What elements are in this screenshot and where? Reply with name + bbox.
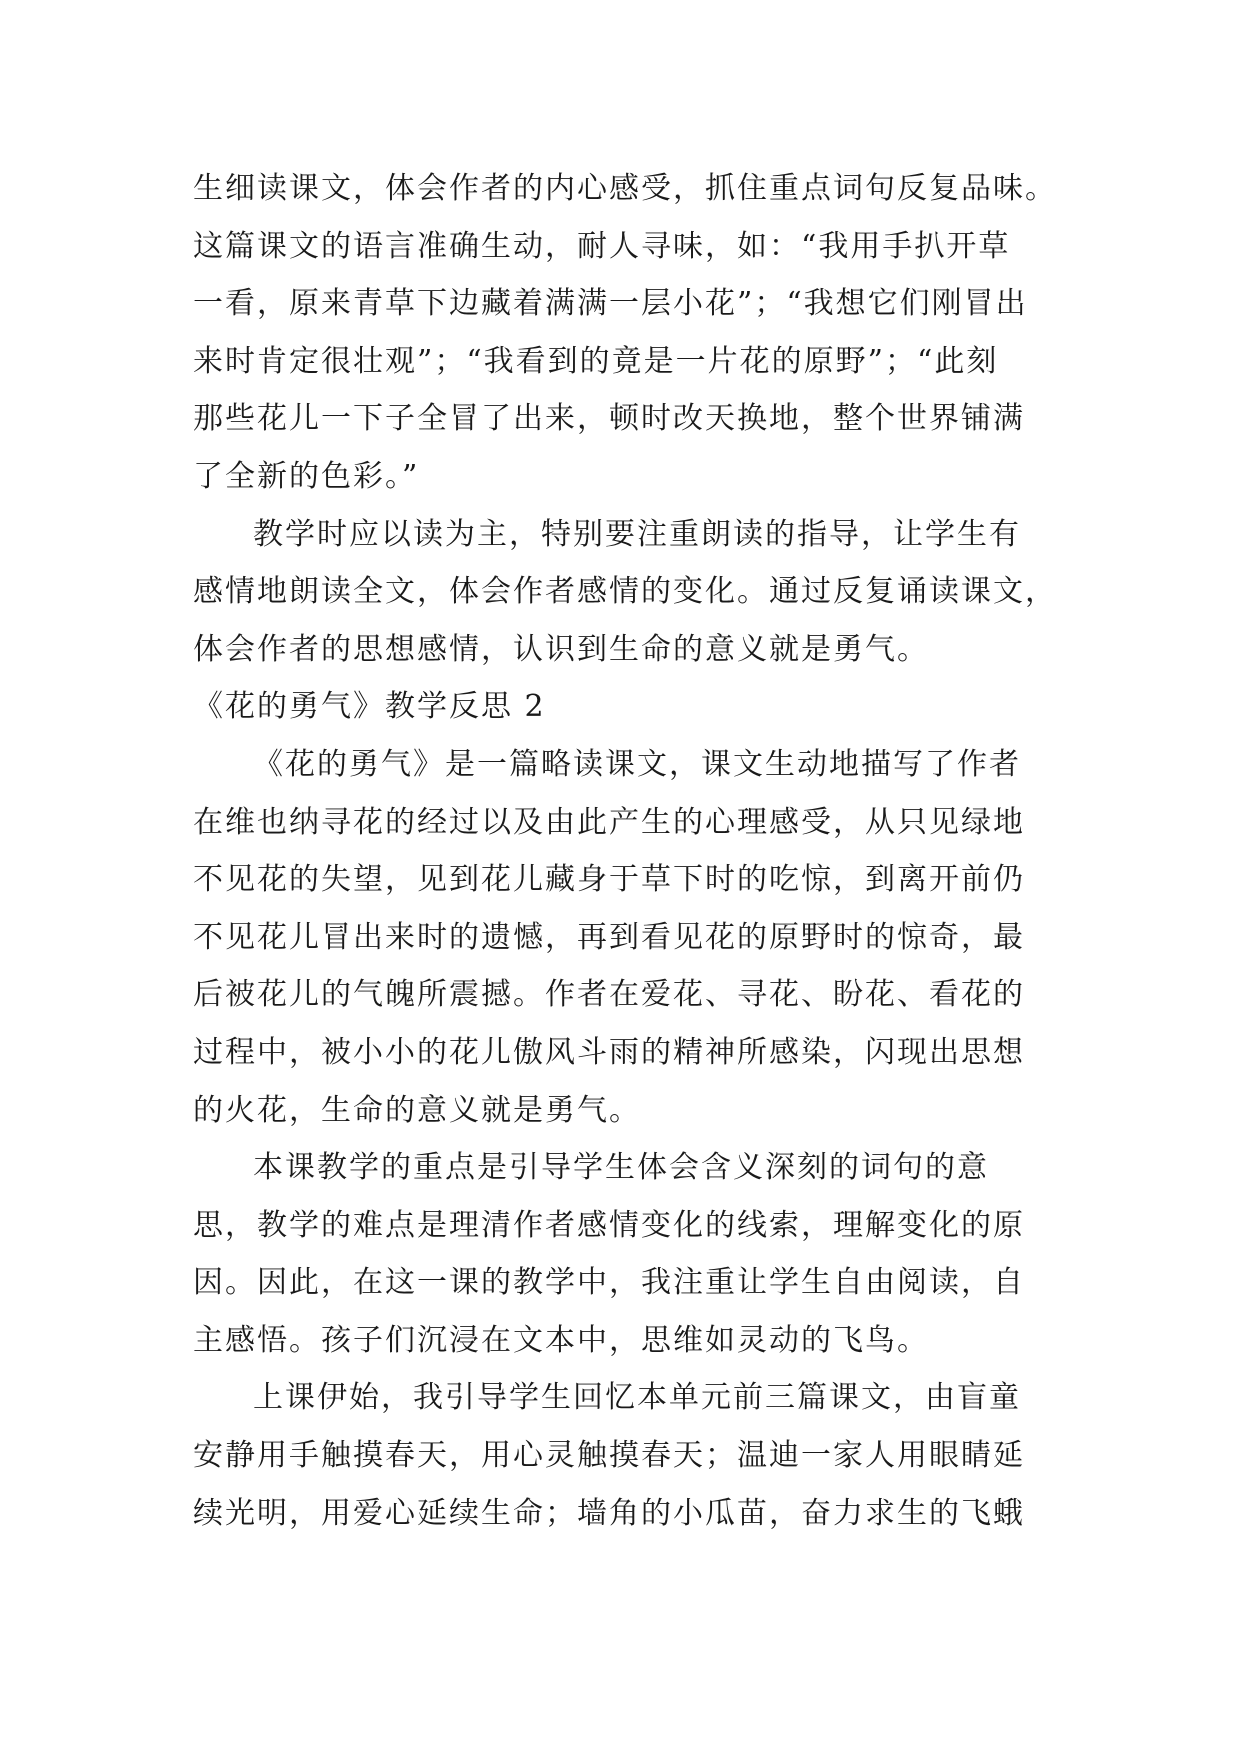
text-line: 教学时应以读为主，特别要注重朗读的指导，让学生有 (253, 516, 1021, 552)
text-line: 感情地朗读全文，体会作者感情的变化。通过反复诵读课文， (193, 574, 1057, 610)
text-line: 上课伊始，我引导学生回忆本单元前三篇课文，由盲童 (253, 1380, 1021, 1416)
text-line: 过程中，被小小的花儿傲风斗雨的精神所感染，闪现出思想 (193, 1034, 1025, 1070)
text-line: 一看，原来青草下边藏着满满一层小花”；“我想它们刚冒出 (193, 286, 1028, 322)
text-line: 了全新的色彩。” (193, 458, 420, 494)
paragraph-3 (193, 736, 1053, 1139)
text-line: 那些花儿一下子全冒了出来，顿时改天换地，整个世界铺满 (193, 401, 1025, 437)
paragraph-5 (193, 1369, 1053, 1542)
text-line: 因。因此，在这一课的教学中，我注重让学生自由阅读，自 (193, 1265, 1025, 1301)
paragraph-2 (193, 506, 1057, 679)
text-line: 安静用手触摸春天，用心灵触摸春天；温迪一家人用眼睛延 (193, 1438, 1025, 1474)
text-line: 不见花的失望，见到花儿藏身于草下时的吃惊，到离开前仍 (193, 862, 1025, 898)
text-line: 主感悟。孩子们沉浸在文本中，思维如灵动的飞鸟。 (193, 1322, 929, 1358)
text-line: 本课教学的重点是引导学生体会含义深刻的词句的意 (253, 1150, 989, 1186)
text-line: 后被花儿的气魄所震撼。作者在爱花、寻花、盼花、看花的 (193, 977, 1025, 1013)
text-line: 生细读课文，体会作者的内心感受，抓住重点词句反复品味。 (193, 171, 1057, 206)
text-line: 不见花儿冒出来时的遗憾，再到看见花的原野时的惊奇，最 (193, 919, 1025, 955)
document-page (193, 160, 1057, 1542)
text-line: 来时肯定很壮观”；“我看到的竟是一片花的原野”；“此刻 (193, 343, 999, 379)
paragraph-1 (193, 160, 1057, 506)
text-line: 体会作者的思想感情，认识到生命的意义就是勇气。 (193, 631, 929, 667)
section-heading: 《花的勇气》教学反思 2 (193, 689, 546, 725)
text-line: 在维也纳寻花的经过以及由此产生的心理感受，从只见绿地 (193, 804, 1025, 840)
text-line: 《花的勇气》是一篇略读课文，课文生动地描写了作者 (253, 746, 1021, 782)
text-line: 这篇课文的语言准确生动，耐人寻味，如：“我用手扒开草 (193, 228, 1011, 264)
text-line: 续光明，用爱心延续生命；墙角的小瓜苗，奋力求生的飞蛾 (193, 1495, 1025, 1531)
text-line: 思，教学的难点是理清作者感情变化的线索，理解变化的原 (193, 1207, 1025, 1243)
text-line: 的火花，生命的意义就是勇气。 (193, 1092, 641, 1128)
paragraph-4 (193, 1139, 1053, 1369)
